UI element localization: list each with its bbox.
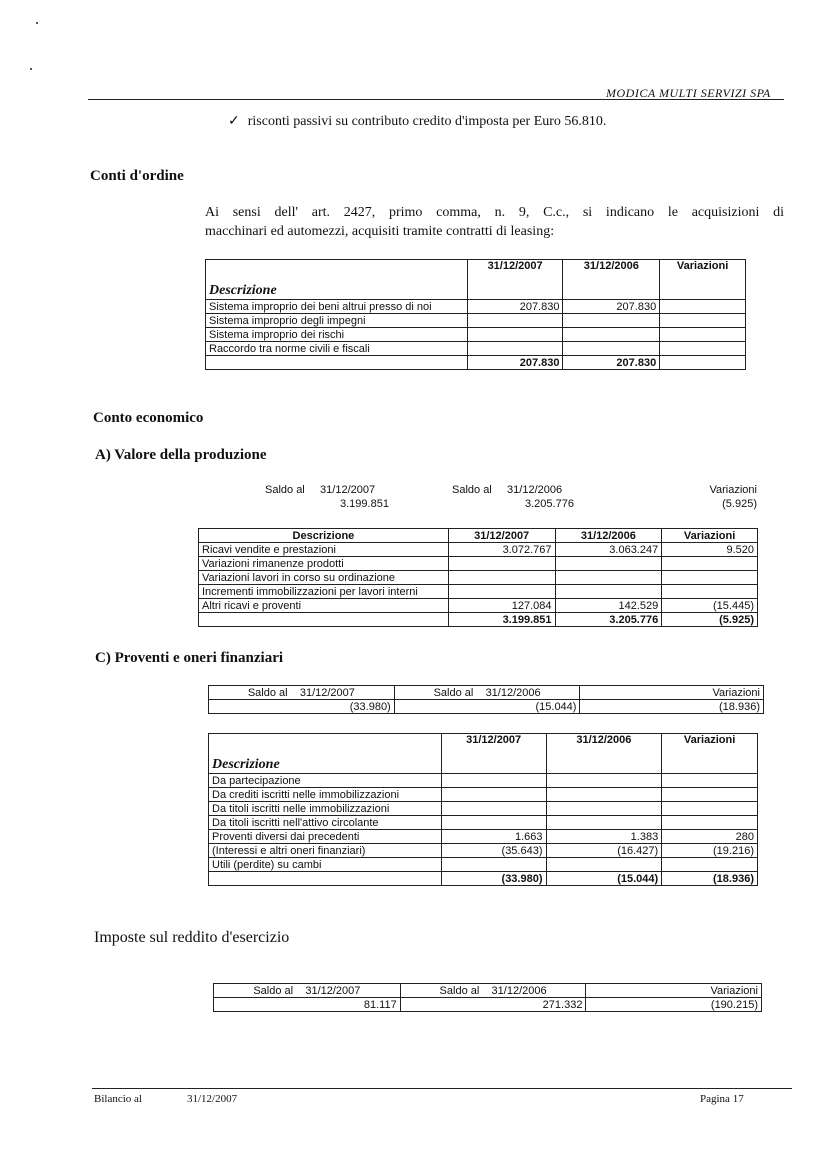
cell-value <box>546 858 662 872</box>
saldo-header-row <box>209 686 764 700</box>
saldo-value-row <box>209 700 764 714</box>
total-label-empty <box>199 613 449 627</box>
column-header-descrizione: Descrizione <box>206 260 468 300</box>
column-header: Variazioni <box>662 529 758 543</box>
page-number: Pagina 17 <box>700 1093 744 1105</box>
cell-value: (35.643) <box>441 844 546 858</box>
cell-value: 3.063.247 <box>555 543 662 557</box>
column-header: 31/12/2007 <box>467 260 563 300</box>
cell-value <box>467 314 563 328</box>
cell-value: (19.216) <box>662 844 758 858</box>
proventi-table <box>208 733 758 886</box>
column-header-descrizione: Descrizione <box>209 734 442 774</box>
saldo-label <box>452 484 562 496</box>
table-row <box>206 314 746 328</box>
section-title-conto-economico: Conto economico <box>93 410 204 426</box>
proventi-saldo-table <box>208 685 764 714</box>
table-total-row <box>199 613 758 627</box>
footer-rule <box>92 1088 792 1089</box>
cell-value <box>662 585 758 599</box>
table-row <box>209 816 758 830</box>
saldo-value: (33.980) <box>209 700 395 714</box>
total-value: (15.044) <box>546 872 662 886</box>
paragraph-line: macchinari ed automezzi, acquisiti tramite contratti di leasing: <box>205 224 555 239</box>
table-header-row <box>199 529 758 543</box>
scan-speck <box>30 68 32 70</box>
cell-value <box>662 788 758 802</box>
table-row <box>209 802 758 816</box>
table-row <box>199 599 758 613</box>
saldo-label <box>400 984 586 998</box>
row-label: Raccordo tra norme civili e fiscali <box>206 342 468 356</box>
total-value: 207.830 <box>563 356 660 370</box>
column-header: Variazioni <box>662 734 758 774</box>
variazioni-label: Variazioni <box>709 484 757 496</box>
saldo-label-text: Saldo al <box>247 687 288 699</box>
total-value: 207.830 <box>467 356 563 370</box>
row-label: Da crediti iscritti nelle immobilizzazioni <box>209 788 442 802</box>
cell-value: 280 <box>662 830 758 844</box>
cell-value <box>546 802 662 816</box>
cell-value <box>662 557 758 571</box>
saldo-label <box>394 686 580 700</box>
table-header-row <box>206 260 746 300</box>
cell-value <box>441 858 546 872</box>
cell-value: (15.445) <box>662 599 758 613</box>
table-row <box>199 585 758 599</box>
header-rule <box>88 99 784 100</box>
saldo-header-row <box>214 984 762 998</box>
company-header: MODICA MULTI SERVIZI SPA <box>606 86 771 100</box>
total-value: 3.199.851 <box>448 613 555 627</box>
row-label: Proventi diversi dai precedenti <box>209 830 442 844</box>
cell-value <box>662 774 758 788</box>
cell-value <box>546 788 662 802</box>
saldo-label <box>214 984 401 998</box>
total-label-empty <box>206 356 468 370</box>
column-header: 31/12/2006 <box>555 529 662 543</box>
saldo-value: 3.205.776 <box>525 498 574 510</box>
saldo-value: 3.199.851 <box>340 498 389 510</box>
row-label: Variazioni lavori in corso su ordinazione <box>199 571 449 585</box>
cell-value: 1.663 <box>441 830 546 844</box>
bullet-item <box>228 113 606 130</box>
cell-value <box>441 802 546 816</box>
saldo-label-text: Saldo al <box>433 687 474 699</box>
saldo-date: 31/12/2007 <box>320 484 376 496</box>
footer-label: Bilancio al <box>94 1093 142 1105</box>
cell-value <box>441 774 546 788</box>
cell-value: 142.529 <box>555 599 662 613</box>
table-row <box>199 571 758 585</box>
row-label: Ricavi vendite e prestazioni <box>199 543 449 557</box>
footer-date: 31/12/2007 <box>187 1093 238 1105</box>
saldo-label <box>265 484 375 496</box>
row-label: (Interessi e altri oneri finanziari) <box>209 844 442 858</box>
cell-value <box>448 571 555 585</box>
variazioni-value: (18.936) <box>580 700 764 714</box>
saldo-date: 31/12/2007 <box>299 687 355 699</box>
table-row <box>209 844 758 858</box>
total-value: (5.925) <box>662 613 758 627</box>
table-row <box>206 342 746 356</box>
cell-value <box>662 816 758 830</box>
total-value: (18.936) <box>662 872 758 886</box>
table-header-row <box>209 734 758 774</box>
cell-value <box>660 328 746 342</box>
row-label: Utili (perdite) su cambi <box>209 858 442 872</box>
table-row <box>209 830 758 844</box>
saldo-date: 31/12/2006 <box>485 687 541 699</box>
saldo-label-text: Saldo al <box>265 484 305 496</box>
table-row <box>209 858 758 872</box>
cell-value <box>441 788 546 802</box>
table-row <box>209 788 758 802</box>
cell-value <box>563 314 660 328</box>
cell-value <box>660 314 746 328</box>
row-label: Altri ricavi e proventi <box>199 599 449 613</box>
cell-value <box>662 802 758 816</box>
leasing-paragraph <box>205 203 784 241</box>
checkmark-icon: ✓ <box>228 114 240 129</box>
total-value: (33.980) <box>441 872 546 886</box>
saldo-date: 31/12/2006 <box>491 985 547 997</box>
row-label: Sistema improprio dei beni altrui presso di noi <box>206 300 468 314</box>
cell-value <box>467 328 563 342</box>
scan-speck <box>36 22 38 24</box>
saldo-value: (15.044) <box>394 700 580 714</box>
valore-produzione-table <box>198 528 758 627</box>
cell-value <box>662 571 758 585</box>
cell-value <box>660 342 746 356</box>
cell-value <box>555 571 662 585</box>
cell-value: 207.830 <box>467 300 563 314</box>
saldo-label <box>209 686 395 700</box>
variazioni-label: Variazioni <box>586 984 762 998</box>
column-header: Variazioni <box>660 260 746 300</box>
column-header: 31/12/2007 <box>448 529 555 543</box>
section-title-conti-ordine: Conti d'ordine <box>90 168 184 184</box>
cell-value: 207.830 <box>563 300 660 314</box>
cell-value <box>555 557 662 571</box>
cell-value <box>563 328 660 342</box>
cell-value <box>555 585 662 599</box>
variazioni-value: (190.215) <box>586 998 762 1012</box>
cell-value <box>563 342 660 356</box>
cell-value: (16.427) <box>546 844 662 858</box>
saldo-value-row <box>214 998 762 1012</box>
paragraph-line: Ai sensi dell' art. 2427, primo comma, n. 9, C.c., si indicano le acquisizioni di <box>205 205 784 220</box>
cell-value <box>467 342 563 356</box>
row-label: Sistema improprio dei rischi <box>206 328 468 342</box>
section-title-proventi: C) Proventi e oneri finanziari <box>95 650 284 666</box>
column-header-descrizione: Descrizione <box>199 529 449 543</box>
cell-value <box>441 816 546 830</box>
section-title-imposte: Imposte sul reddito d'esercizio <box>94 929 290 946</box>
saldo-value: 271.332 <box>400 998 586 1012</box>
table-row <box>199 557 758 571</box>
bullet-text: risconti passivi su contributo credito d'imposta per Euro 56.810. <box>247 114 607 129</box>
total-value: 3.205.776 <box>555 613 662 627</box>
row-label: Da partecipazione <box>209 774 442 788</box>
saldo-label-text: Saldo al <box>253 985 294 997</box>
cell-value <box>660 300 746 314</box>
imposte-saldo-table <box>213 983 762 1012</box>
cell-value: 1.383 <box>546 830 662 844</box>
cell-value <box>546 774 662 788</box>
table-total-row <box>209 872 758 886</box>
saldo-date: 31/12/2006 <box>507 484 563 496</box>
conti-ordine-table <box>205 259 746 370</box>
column-header: 31/12/2006 <box>546 734 662 774</box>
cell-value <box>448 585 555 599</box>
table-row <box>209 774 758 788</box>
row-label: Variazioni rimanenze prodotti <box>199 557 449 571</box>
row-label: Sistema improprio degli impegni <box>206 314 468 328</box>
table-row <box>206 300 746 314</box>
total-value <box>660 356 746 370</box>
row-label: Da titoli iscritti nell'attivo circolante <box>209 816 442 830</box>
cell-value: 127.084 <box>448 599 555 613</box>
column-header: 31/12/2006 <box>563 260 660 300</box>
variazioni-value: (5.925) <box>722 498 757 510</box>
saldo-label-text: Saldo al <box>452 484 492 496</box>
total-label-empty <box>209 872 442 886</box>
saldo-date: 31/12/2007 <box>305 985 361 997</box>
cell-value <box>546 816 662 830</box>
cell-value <box>662 858 758 872</box>
section-title-valore-produzione: A) Valore della produzione <box>95 447 267 463</box>
saldo-label-text: Saldo al <box>439 985 480 997</box>
table-row <box>199 543 758 557</box>
saldo-value: 81.117 <box>214 998 401 1012</box>
cell-value <box>448 557 555 571</box>
row-label: Incrementi immobilizzazioni per lavori interni <box>199 585 449 599</box>
cell-value: 9.520 <box>662 543 758 557</box>
variazioni-label: Variazioni <box>580 686 764 700</box>
cell-value: 3.072.767 <box>448 543 555 557</box>
column-header: 31/12/2007 <box>441 734 546 774</box>
table-total-row <box>206 356 746 370</box>
table-row <box>206 328 746 342</box>
row-label: Da titoli iscritti nelle immobilizzazioni <box>209 802 442 816</box>
